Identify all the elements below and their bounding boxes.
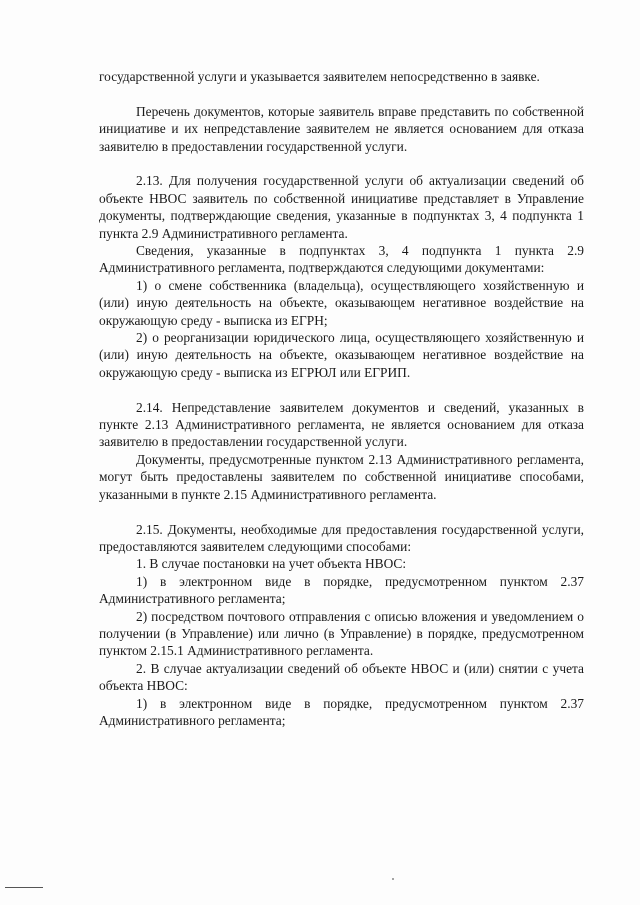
paragraph-documents-provided: Документы, предусмотренные пунктом 2.13 Административного регламента, могут быть предоставлены заявителем по собственной инициативе способами, указанными в пункте 2.15 Административного регламента. <box>99 451 584 502</box>
list-heading-registration: 1. В случае постановки на учет объекта НВОС: <box>136 556 407 572</box>
paragraph-optional-documents: Перечень документов, которые заявитель вправе представить по собственной инициативе и их непредставление заявителем не является основанием для отказа заявителю в предоставлении государственной услуги. <box>99 103 584 154</box>
scan-edge-mark <box>5 887 43 888</box>
paragraph-2-15: 2.15. Документы, необходимые для предоставления государственной услуги, предоставляются заявителем следующими способами: <box>99 521 584 554</box>
paragraph-2-14: 2.14. Непредставление заявителем документов и сведений, указанных в пункте 2.13 Административного регламента, не является основанием для отказа заявителю в предоставлении государственной услуги. <box>99 399 584 450</box>
scan-dust-dot <box>392 878 394 880</box>
list-item-owner-change: 1) о смене собственника (владельца), осуществляющего хозяйственную и (или) иную деятельность на объекте, оказывающем негативное воздействие на окружающую среду - выписка из ЕГРН; <box>99 277 584 328</box>
list-item-postal: 2) посредством почтового отправления с описью вложения и уведомлением о получении (в Управление) или лично (в Управление) в порядке, предусмотренном пунктом 2.15.1 Административного регламента. <box>99 608 584 659</box>
list-heading-update-deregistration: 2. В случае актуализации сведений об объекте НВОС и (или) снятии с учета объекта НВОС: <box>99 660 584 694</box>
paragraph-confirmation-info: Сведения, указанные в подпунктах 3, 4 подпункта 1 пункта 2.9 Административного регламента, подтверждаются следующими документами: <box>99 243 584 276</box>
list-item-electronic-2: 1) в электронном виде в порядке, предусмотренном пунктом 2.37 Административного регламента; <box>99 695 584 728</box>
paragraph-2-13: 2.13. Для получения государственной услуги об актуализации сведений об объекте НВОС заявитель по собственной инициативе представляет в Управление документы, подтверждающие сведения, указанные в подпунктах 3, 4 подпункта 1 пункта 2.9 Административного регламента. <box>99 173 584 241</box>
list-item-electronic-1: 1) в электронном виде в порядке, предусмотренном пунктом 2.37 Административного регламента; <box>99 573 584 607</box>
document-body <box>99 68 584 729</box>
list-item-reorganization: 2) о реорганизации юридического лица, осуществляющего хозяйственную и (или) иную деятельность на объекте, оказывающем негативное воздействие на окружающую среду - выписка из ЕГРЮЛ или ЕГРИП. <box>99 330 584 380</box>
paragraph-continuation: государственной услуги и указывается заявителем непосредственно в заявке. <box>99 69 540 84</box>
